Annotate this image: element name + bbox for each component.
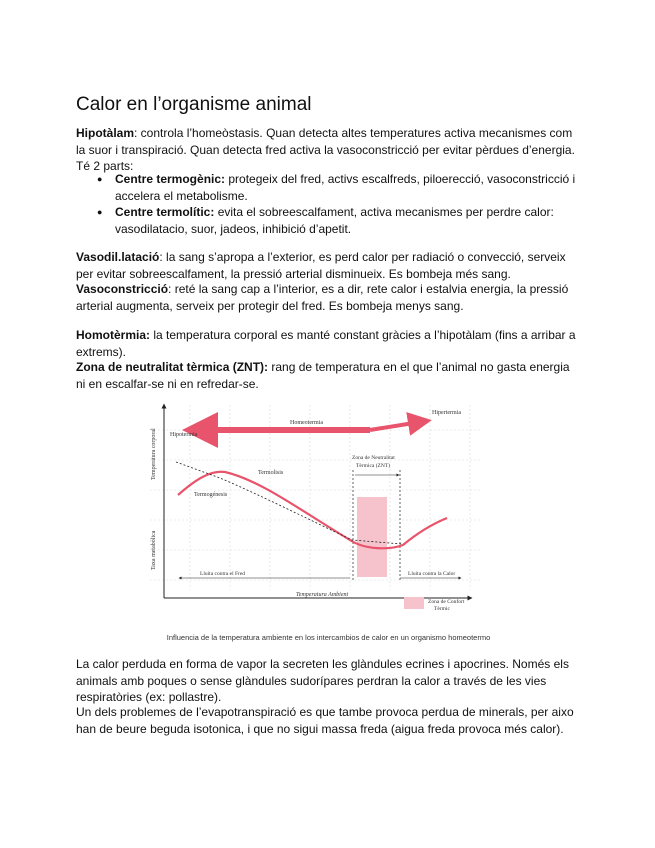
comfort-zone-bar [357, 497, 387, 577]
list-item-text: evita el sobreescalfament, activa mecanismes per perdre calor: vasodilatacio, suor, jadeos, inhibició d’apetit. [115, 205, 554, 236]
centres-list [76, 171, 581, 237]
vasodilatacio-text: : la sang s’apropa a l’exterior, es perd calor per radiació o convecció, serveix per evitar sobreescalfament, la pressió arterial disminueix. Es bombeja més sang. [76, 250, 566, 281]
y-axis-top-label: Temperatura corporal [151, 428, 157, 480]
thermoregulation-diagram [150, 400, 480, 620]
lluita-fred-label: Lluita contra el Fred [200, 571, 246, 577]
y-axis-bottom-label: Taxa metabòlica [151, 530, 157, 570]
final-paragraph-2: Un dels problemes de l’evapotranspiració es que tambe provoca perdua de minerals, per aixo han de beure beguda isotonica, i que no sigui massa freda (aigua freda provoca més calor). [76, 705, 574, 736]
list-item-term: Centre termogènic: [115, 172, 226, 186]
vasoconstriccio-text: : reté la sang cap a l’interior, es a dir, rete calor i estalvia energia, la pressió arterial augmenta, serveix per protegir del fred. Es bombeja menys sang. [76, 282, 569, 313]
vasoconstriccio-term: Vasoconstricció [76, 282, 169, 296]
vasodilatacio-term: Vasodil.latació [76, 250, 160, 264]
znt-paragraph [76, 359, 581, 392]
znt-label-line-1: Zona de Neutralitat [352, 455, 395, 461]
page-title: Calor en l’organisme animal [76, 94, 312, 115]
termolisis-label: Termolisis [258, 470, 284, 476]
list-item-text: protegeix del fred, activs escalfreds, piloerecció, vasoconstricció i accelera el metabolisme. [115, 172, 576, 203]
x-axis-label: Temperatura Ambient [296, 592, 349, 598]
znt-text: rang de temperatura en el que l’animal no gasta energia ni en escalfar-se ni en refredar-se. [76, 360, 570, 391]
hipotalam-text: : controla l’homeòstasis. Quan detecta altes temperatures activa mecanismes com la suor i transpiració. Quan detecta fred activa la vasoconstricció per evitar pèrdues d’energia. Té 2 parts: [76, 126, 575, 173]
legend-swatch [404, 597, 424, 609]
hipertermia-label: Hipertermia [432, 410, 461, 416]
homotermia-term: Homotèrmia: [76, 328, 151, 342]
final-paragraph-1: La calor perduda en forma de vapor la secreten les glàndules ecrines i apocrines. Només els animals amb poques o sense glàndules sudorípares perdran la calor a través de les vies respiratòries (ex: pollastre). [76, 657, 569, 704]
list-item-term: Centre termolític: [115, 205, 215, 219]
vasoconstriccio-paragraph [76, 281, 581, 314]
list-item [76, 204, 581, 237]
znt-label-line-2: Tèrmica (ZNT) [356, 463, 391, 469]
homotermia-text: la temperatura corporal es manté constant gràcies a l’hipotàlam (fins a arribar a extrems). [76, 328, 576, 359]
list-item [76, 171, 581, 204]
hipotermia-label: Hipotermia [170, 432, 198, 438]
vasodilatacio-paragraph [76, 249, 581, 282]
znt-term: Zona de neutralitat tèrmica (ZNT): [76, 360, 269, 374]
hipotalam-paragraph [76, 125, 581, 175]
legend-line-2: Tèrmic [434, 606, 450, 612]
homeotermia-label: Homeotermia [290, 420, 323, 426]
legend-line-1: Zona de Confort [428, 599, 465, 605]
thermoregulation-figure [150, 400, 480, 620]
figure-caption: Influencia de la temperatura ambiente en los intercambios de calor en un organismo homeotermo [166, 633, 491, 642]
termogenesis-label: Termogénesis [194, 492, 228, 498]
lluita-calor-label: Lluita contra la Calor [408, 571, 456, 577]
hipotalam-term: Hipotàlam [76, 126, 135, 140]
homotermia-paragraph [76, 327, 581, 360]
